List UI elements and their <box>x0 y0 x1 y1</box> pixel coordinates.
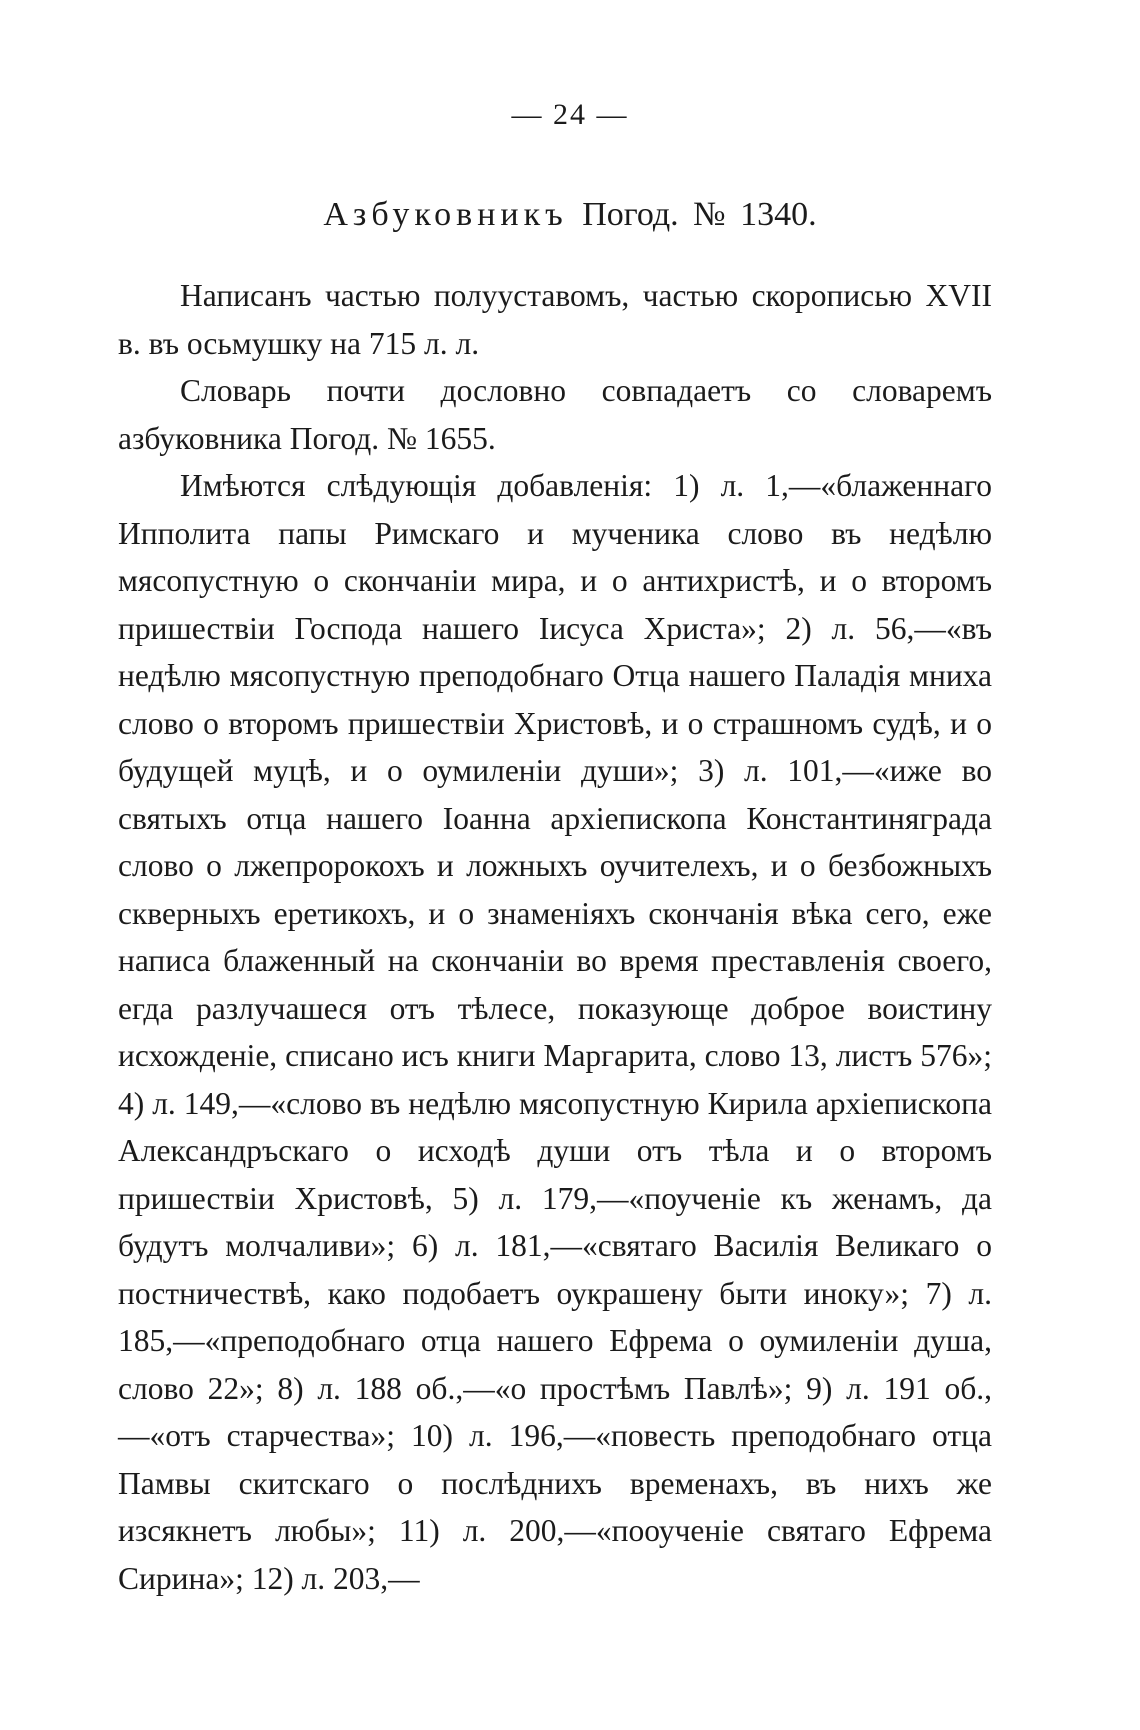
section-heading <box>0 196 1140 234</box>
paragraph-additions: Имѣются слѣдующія добавленія: 1) л. 1,—«блаженнаго Ипполита папы Римскаго и мученика слово въ недѣлю мясопустную о скончаніи мира, и о антихристѣ, и о второмъ пришествіи Господа нашего Іисуса Христа»; 2) л. 56,—«въ недѣлю мясопустную преподобнаго Отца нашего Паладія мниха слово о второмъ пришествіи Христовѣ, и о страшномъ судѣ, и о будущей муцѣ, и о оумиленіи души»; 3) л. 101,—«иже во святыхъ отца нашего Іоанна архіепископа Константиняграда слово о лжепророкохъ и ложныхъ оучителехъ, и о безбожныхъ скверныхъ еретикохъ, и о знаменіяхъ скончанія вѣка сего, еже написа блаженный на скончаніи во время преставленія своего, егда разлучашеся отъ тѣлесе, показующе доброе воистину исхожденіе, списано исъ книги Маргарита, слово 13, листъ 576»; 4) л. 149,—«слово въ недѣлю мясопустную Кирила архіепископа Александръскаго о исходѣ души отъ тѣла и о второмъ пришествіи Христовѣ, 5) л. 179,—«поученіе къ женамъ, да будутъ молчаливи»; 6) л. 181,—«святаго Василія Великаго о постничествѣ, како подобаетъ оукрашену быти иноку»; 7) л. 185,—«преподобнаго отца нашего Ефрема о оумиленіи душа, слово 22»; 8) л. 188 об.,—«о простѣмъ Павлѣ»; 9) л. 191 об.,—«отъ старчества»; 10) л. 196,—«повесть преподобнаго отца Памвы скитскаго о послѣднихъ временахъ, въ нихъ же изсякнетъ любы»; 11) л. 200,—«пооученіе святаго Ефрема Сирина»; 12) л. 203,— <box>118 468 992 1596</box>
heading-title: Азбуковникъ <box>323 196 568 233</box>
paragraph-description: Написанъ частью полууставомъ, частью скорописью XVII в. въ осьмушку на 715 л. л. <box>118 278 992 361</box>
heading-collection: Погод. <box>582 196 679 233</box>
heading-number: № 1340. <box>693 196 817 233</box>
page-number: — 24 — <box>511 98 629 131</box>
paragraph-dictionary: Словарь почти дословно совпадаетъ со словаремъ азбуковника Погод. № 1655. <box>118 373 992 456</box>
body-text <box>118 272 992 1602</box>
